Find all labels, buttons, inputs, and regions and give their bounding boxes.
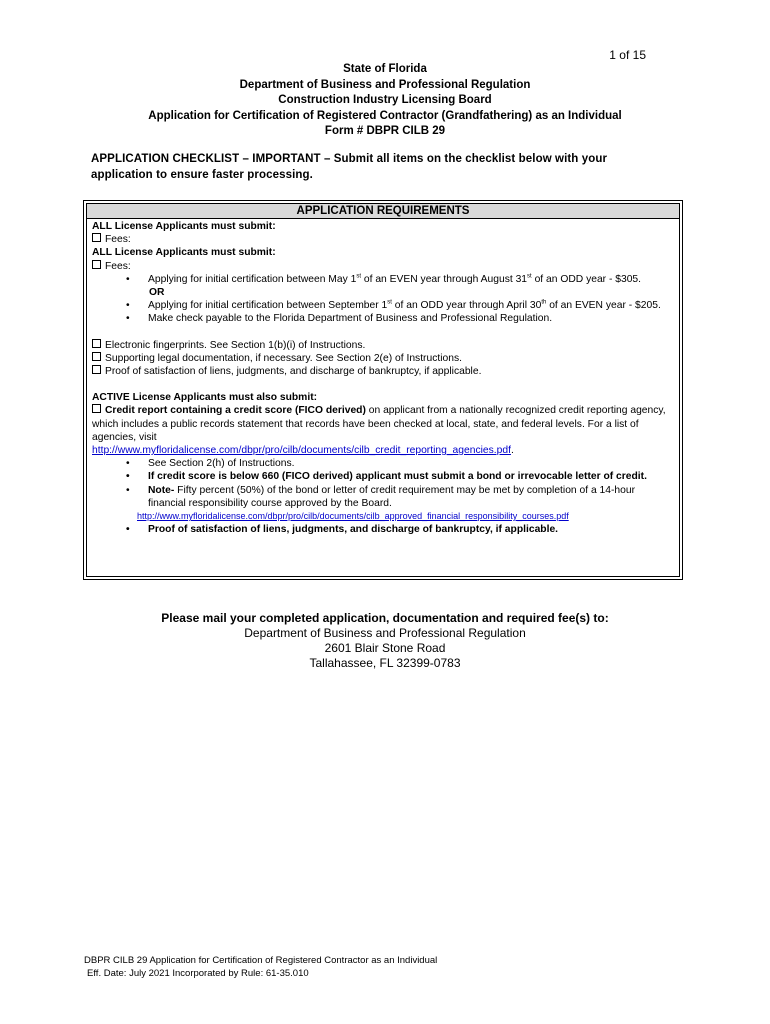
bullet-icon: • bbox=[126, 484, 130, 496]
fee-bullets bbox=[126, 273, 673, 326]
page-footer bbox=[84, 955, 437, 980]
requirements-title: APPLICATION REQUIREMENTS bbox=[87, 204, 679, 219]
bullet-icon: • bbox=[126, 273, 130, 285]
checkbox-icon bbox=[92, 339, 101, 348]
requirements-content bbox=[92, 220, 673, 536]
bullet-icon: • bbox=[126, 458, 130, 470]
header-board: Construction Industry Licensing Board bbox=[278, 94, 492, 106]
footer-effective-date: Eff. Date: July 2021 Incorporated by Rule: 61-35.010 bbox=[87, 967, 309, 979]
checklist-intro: APPLICATION CHECKLIST – IMPORTANT – Submit all items on the checklist below with your application to ensure faster processing. bbox=[91, 153, 608, 181]
liens-item: Proof of satisfaction of liens, judgments, and discharge of bankruptcy, if applicable. bbox=[92, 365, 673, 378]
mailing-city: Tallahassee, FL 32399-0783 bbox=[309, 656, 461, 670]
page-number: 1 of 15 bbox=[609, 48, 646, 62]
financial-courses-link[interactable]: http://www.myfloridalicense.com/dbpr/pro/cilb/documents/cilb_approved_financial_responsibility_courses.pdf bbox=[137, 511, 569, 522]
header-application-title: Application for Certification of Registered Contractor (Grandfathering) as an Individual bbox=[148, 109, 622, 122]
fees-item: Fees: bbox=[92, 233, 673, 246]
all-applicants-heading: ALL License Applicants must submit: bbox=[92, 247, 276, 259]
footer-form-title: DBPR CILB 29 Application for Certification of Registered Contractor as an Individual bbox=[84, 955, 438, 966]
fee-bullet-odd-year: • Applying for initial certification between September 1st of an ODD year through April 30th of an EVEN year - $205. bbox=[126, 299, 661, 312]
fee-or-separator: OR bbox=[149, 287, 165, 299]
mailing-instructions bbox=[0, 611, 770, 671]
bullet-icon: • bbox=[126, 471, 130, 483]
bond-requirement-bullet: • If credit score is below 660 (FICO derived) applicant must submit a bond or irrevocable letter of credit. bbox=[126, 471, 647, 483]
legal-docs-item: Supporting legal documentation, if necessary. See Section 2(e) of Instructions. bbox=[92, 352, 673, 365]
checkbox-icon bbox=[92, 233, 101, 242]
requirements-box bbox=[83, 200, 683, 580]
checkbox-icon bbox=[92, 404, 101, 413]
mailing-street: 2601 Blair Stone Road bbox=[324, 641, 446, 655]
header-form-number: Form # DBPR CILB 29 bbox=[324, 125, 446, 137]
note-bullet: • Note- Fifty percent (50%) of the bond or letter of credit requirement may be met by completion of a 14-hour financial responsibility course approved by the Board. bbox=[126, 484, 636, 509]
mailing-instruction: Please mail your completed application, documentation and required fee(s) to: bbox=[161, 611, 609, 625]
fee-bullet-check-payable: • Make check payable to the Florida Department of Business and Professional Regulation. bbox=[126, 313, 553, 325]
credit-bullets bbox=[126, 457, 673, 536]
form-header bbox=[0, 62, 770, 140]
liens-proof-bullet: • Proof of satisfaction of liens, judgments, and discharge of bankruptcy, if applicable. bbox=[126, 524, 559, 536]
see-section-bullet: • See Section 2(h) of Instructions. bbox=[126, 458, 295, 470]
header-state: State of Florida bbox=[343, 63, 427, 75]
header-department: Department of Business and Professional Regulation bbox=[239, 78, 531, 91]
checkbox-icon bbox=[92, 365, 101, 374]
credit-report-item: Credit report containing a credit score (FICO derived) on applicant from a nationally recognized credit reporting agency, which includes a public records statement that records have been checked at local, state, and federal levels. For a list of agencies, visit bbox=[92, 405, 666, 443]
fees-item: Fees: bbox=[92, 260, 673, 273]
course-link-line bbox=[137, 510, 673, 523]
bullet-icon: • bbox=[126, 313, 130, 325]
checkbox-icon bbox=[92, 260, 101, 269]
bullet-icon: • bbox=[126, 524, 130, 536]
fingerprints-item: Electronic fingerprints. See Section 1(b)(i) of Instructions. bbox=[92, 339, 673, 352]
active-applicants-heading: ACTIVE License Applicants must also submit: bbox=[92, 392, 318, 404]
fee-bullet-even-year: • Applying for initial certification between May 1st of an EVEN year through August 31st of an ODD year - $305. bbox=[126, 273, 642, 285]
mailing-org: Department of Business and Professional Regulation bbox=[244, 626, 526, 640]
bullet-icon: • bbox=[126, 300, 130, 312]
all-applicants-heading: ALL License Applicants must submit: bbox=[92, 221, 276, 232]
requirements-box-inner bbox=[86, 203, 680, 577]
credit-agencies-link[interactable]: http://www.myfloridalicense.com/dbpr/pro/cilb/documents/cilb_credit_reporting_agencies.pdf bbox=[92, 445, 511, 457]
credit-link-line: http://www.myfloridalicense.com/dbpr/pro/cilb/documents/cilb_credit_reporting_agencies.pdf. bbox=[92, 445, 514, 457]
checkbox-icon bbox=[92, 352, 101, 361]
